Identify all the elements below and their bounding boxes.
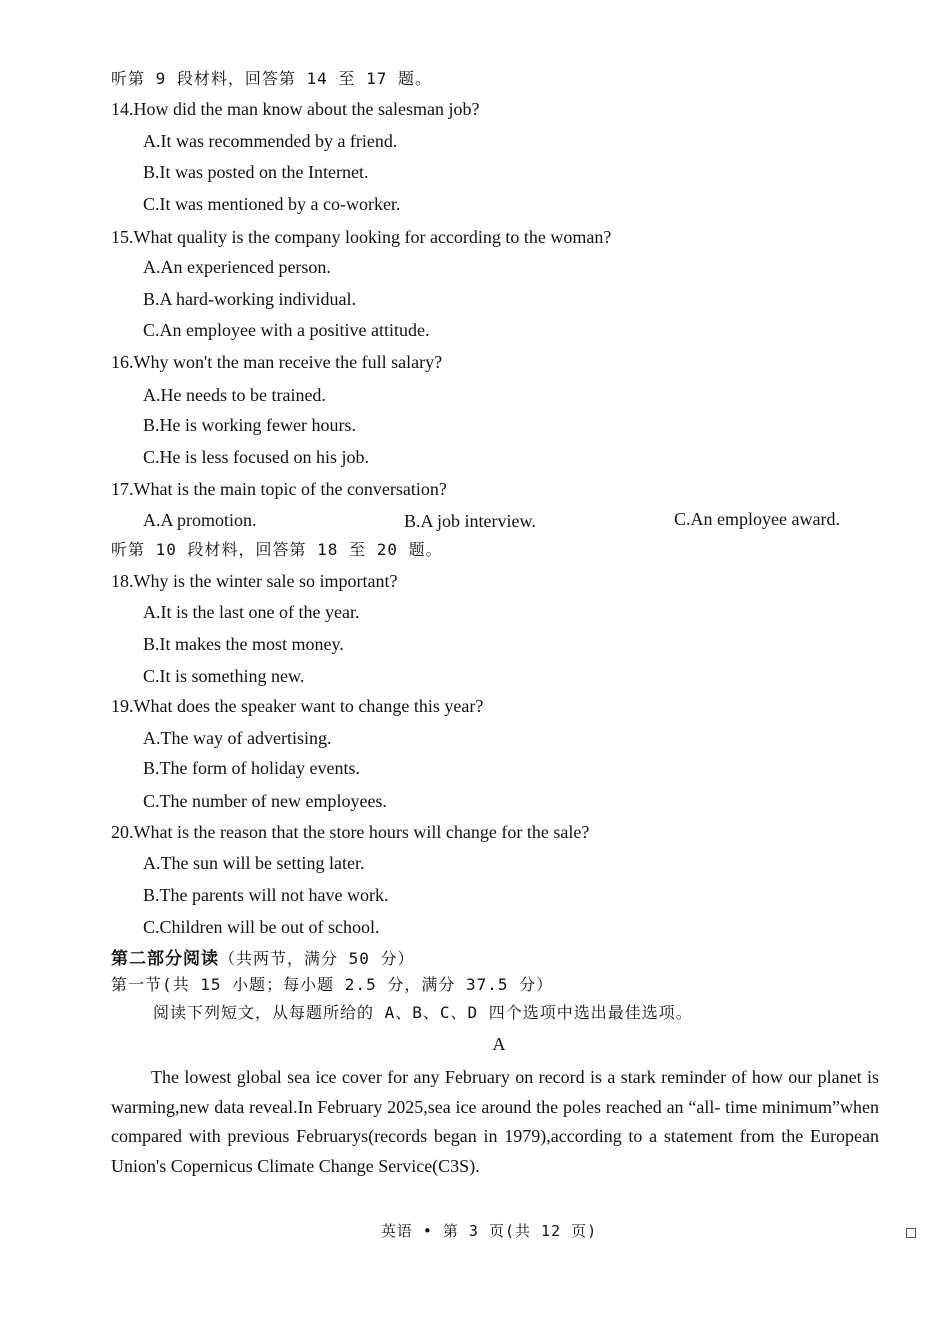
part2-header xyxy=(111,947,415,970)
question-17: 17.What is the main topic of the conversation? xyxy=(111,479,447,499)
q18-option-a: A.It is the last one of the year. xyxy=(143,602,360,622)
q14-option-a: A.It was recommended by a friend. xyxy=(143,131,398,151)
passage-label: A xyxy=(492,1034,506,1054)
q19-option-b: B.The form of holiday events. xyxy=(143,758,360,778)
q16-option-a: A.He needs to be trained. xyxy=(143,385,326,405)
q16-option-c: C.He is less focused on his job. xyxy=(143,447,369,467)
page-footer: 英语 • 第 3 页(共 12 页) xyxy=(380,1222,598,1240)
question-19: 19.What does the speaker want to change this year? xyxy=(111,696,484,716)
question-14: 14.How did the man know about the salesman job? xyxy=(111,99,480,119)
q18-option-b: B.It makes the most money. xyxy=(143,634,344,654)
q20-option-b: B.The parents will not have work. xyxy=(143,885,389,905)
q14-option-b: B.It was posted on the Internet. xyxy=(143,162,369,182)
section-intro-10: 听第 10 段材料，回答第 18 至 20 题。 xyxy=(111,540,443,559)
q17-option-c: C.An employee award. xyxy=(674,509,840,529)
corner-square-icon xyxy=(906,1228,916,1238)
q15-option-b: B.A hard-working individual. xyxy=(143,289,356,309)
question-20: 20.What is the reason that the store hours will change for the sale? xyxy=(111,822,590,842)
part2-title-note: （共两节，满分 50 分） xyxy=(219,949,415,968)
q14-option-c: C.It was mentioned by a co-worker. xyxy=(143,194,401,214)
question-18: 18.Why is the winter sale so important? xyxy=(111,571,398,591)
q15-option-c: C.An employee with a positive attitude. xyxy=(143,320,430,340)
q17-option-b: B.A job interview. xyxy=(404,511,536,531)
q20-option-c: C.Children will be out of school. xyxy=(143,917,380,937)
q19-option-a: A.The way of advertising. xyxy=(143,728,332,748)
part2-section1: 第一节(共 15 小题；每小题 2.5 分，满分 37.5 分） xyxy=(111,975,554,994)
passage-text: The lowest global sea ice cover for any February on record is a stark reminder of how our planet is warming,new data reveal.In February 2025,sea ice around the poles reached an “all- time minimum”when compared with previous Februarys(records began in 1979),according to a statement from the European Union's Copernicus Climate Change Service(C3S). xyxy=(111,1067,879,1176)
q15-option-a: A.An experienced person. xyxy=(143,257,331,277)
q19-option-c: C.The number of new employees. xyxy=(143,791,387,811)
q18-option-c: C.It is something new. xyxy=(143,666,305,686)
q20-option-a: A.The sun will be setting later. xyxy=(143,853,365,873)
part2-instruction: 阅读下列短文，从每题所给的 A、B、C、D 四个选项中选出最佳选项。 xyxy=(153,1003,693,1022)
question-15: 15.What quality is the company looking for according to the woman? xyxy=(111,227,612,247)
section-intro-9: 听第 9 段材料，回答第 14 至 17 题。 xyxy=(111,69,432,88)
q17-option-a: A.A promotion. xyxy=(143,510,257,530)
part2-title: 第二部分阅读 xyxy=(111,949,219,969)
q16-option-b: B.He is working fewer hours. xyxy=(143,415,356,435)
question-16: 16.Why won't the man receive the full salary? xyxy=(111,352,443,372)
